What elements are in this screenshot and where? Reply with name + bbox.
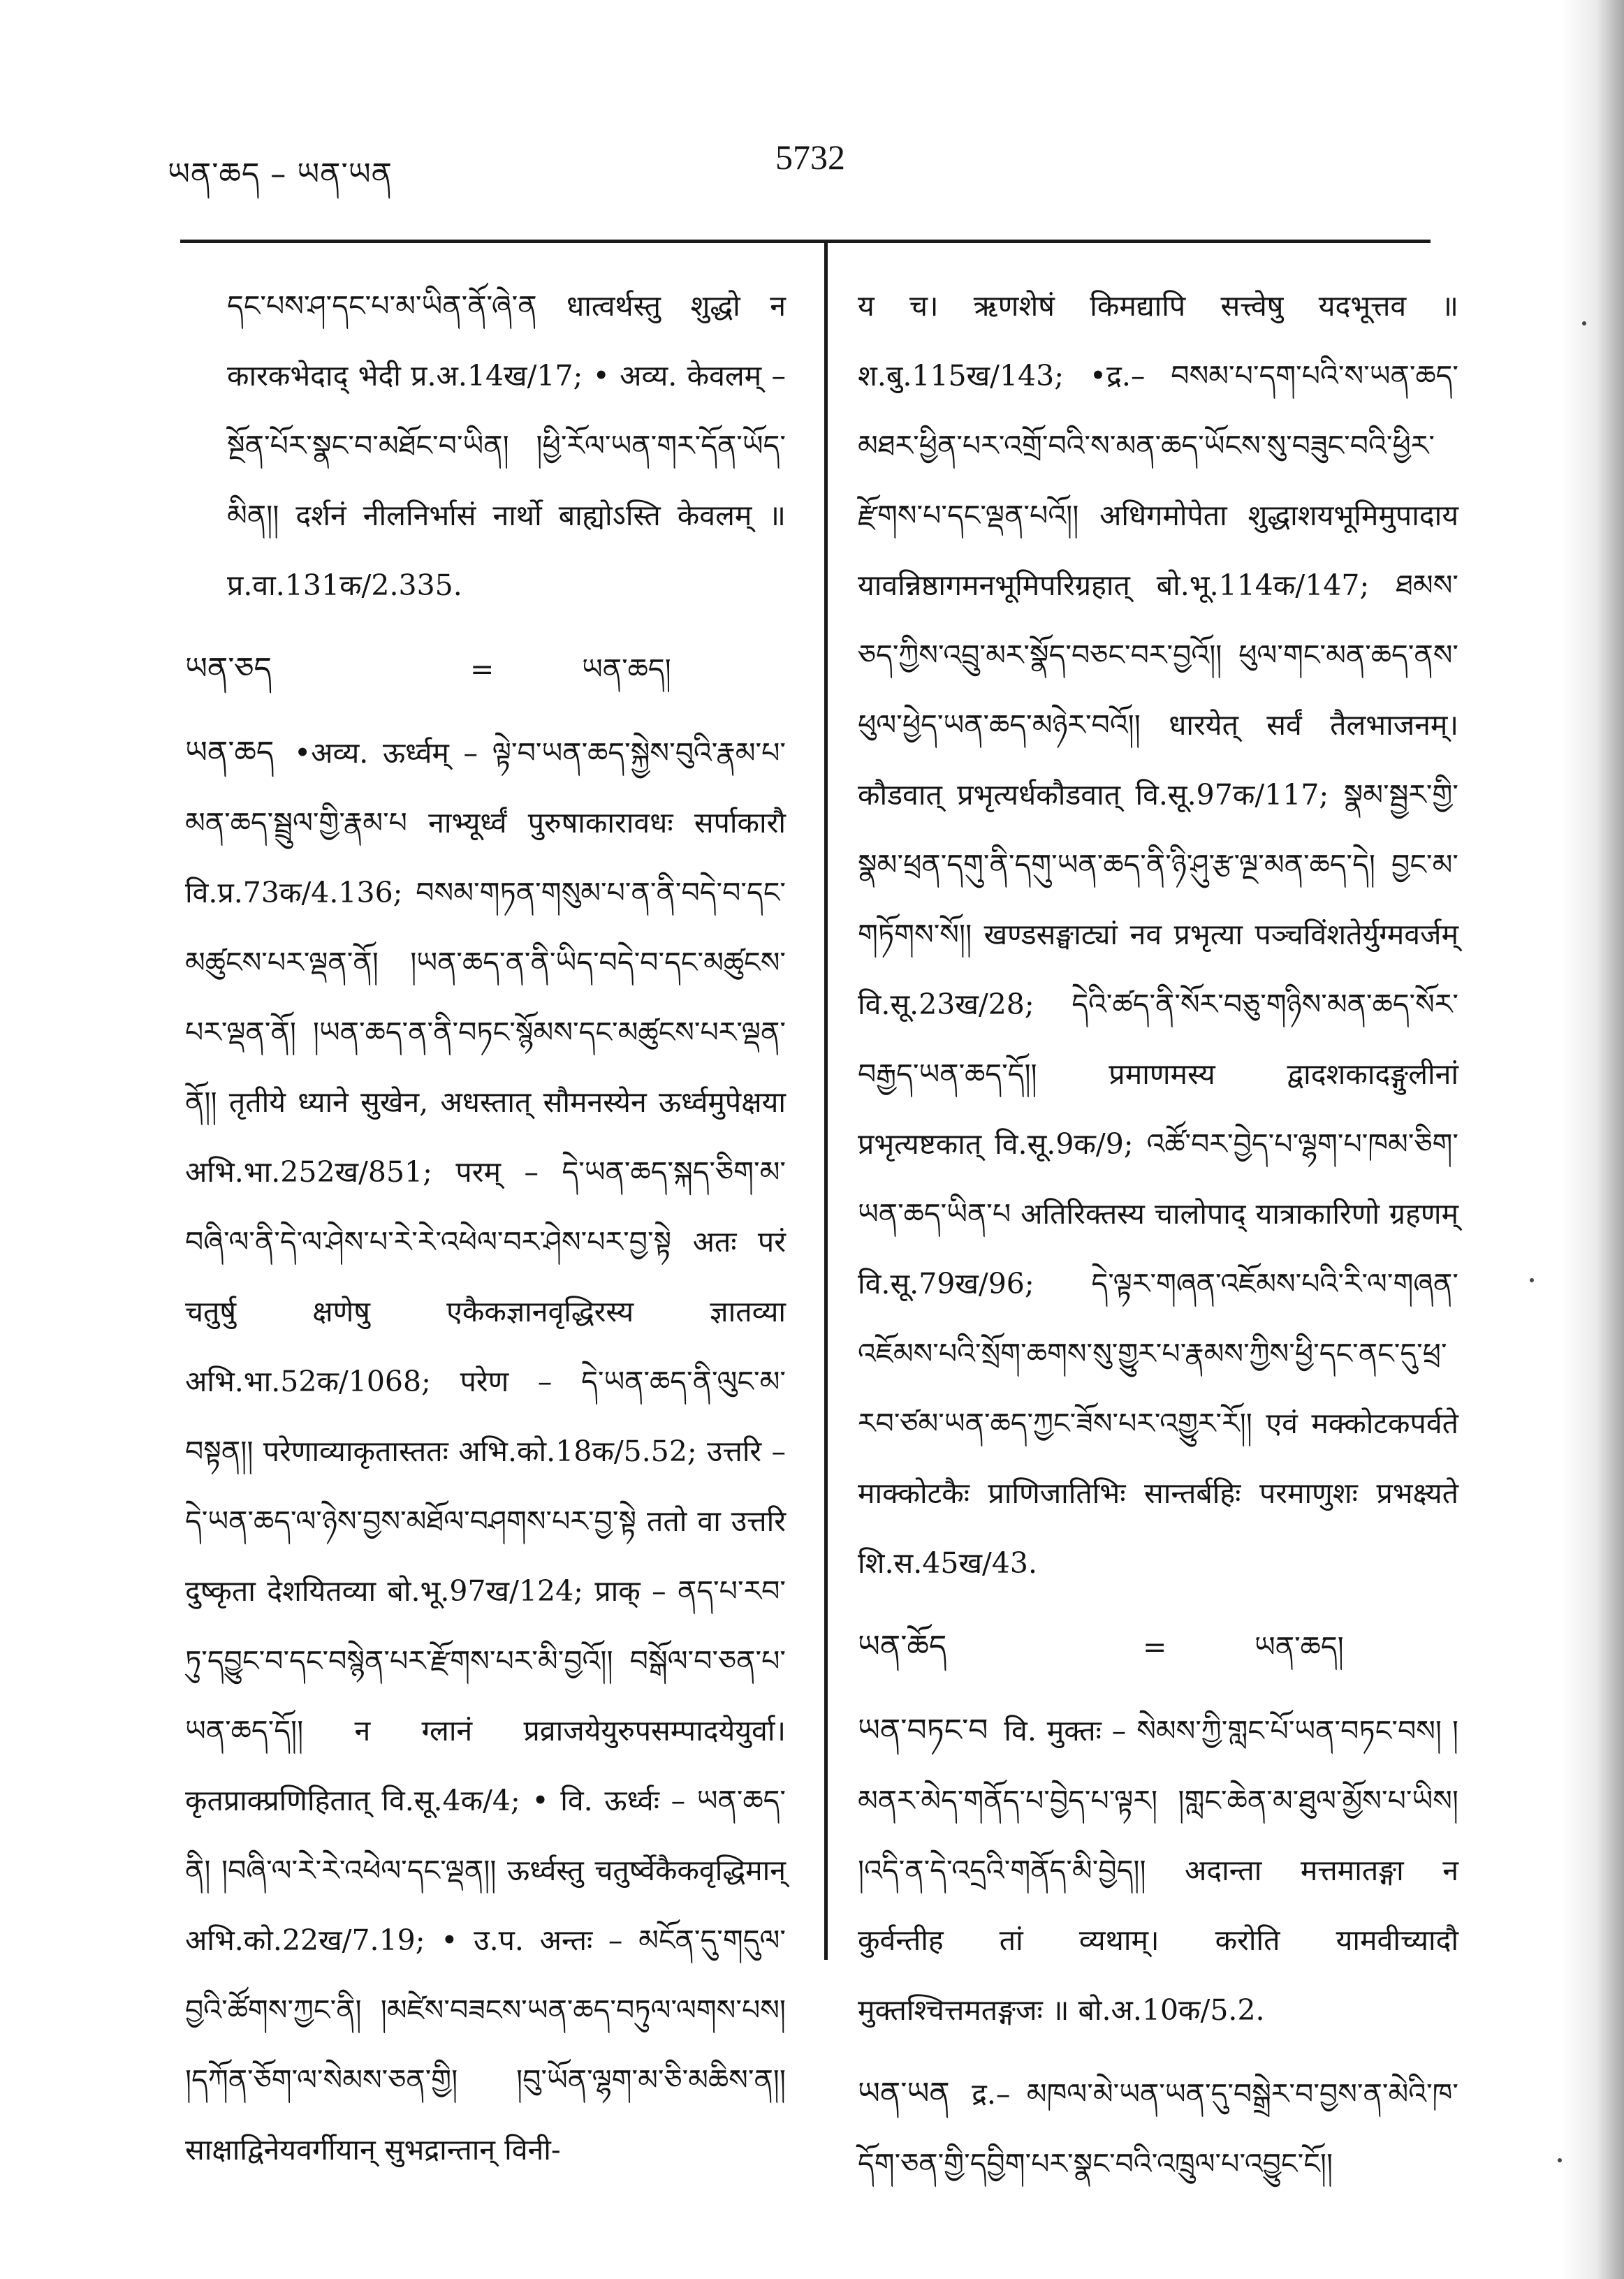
entry-continuation: [185, 271, 786, 620]
dictionary-entry: [858, 2059, 1458, 2199]
headword: ཡན་བཏང་བ: [858, 1713, 988, 1748]
right-column: [858, 271, 1458, 2199]
headword: ཡན་ཡན: [858, 2076, 950, 2111]
scan-edge-shadow: [1561, 0, 1624, 2279]
equals-sign: =: [470, 652, 495, 686]
entry-text: वि. मुक्तः – སེམས་ཀྱི་གླང་པོ་ཡན་བཏང་བས། །མནར་མེད་གནོད་པ་བྱེད་པ་ལྟར། །གླང་ཆེན་མ་ཐུལ་མྱོས་པ་ཡིས། །འདི་ན་དེ་འདྲའི་གནོད་མི་བྱེད།། अदान्ता मत्तमातङ्गा न कुर्वन्तीह तां व्यथाम्। करोति यामवीच्यादौ मुक्तश्चित्तमतङ्गजः ॥ बो.अ.10क/5.2.: [858, 1714, 1458, 2027]
scan-speck: [1582, 321, 1586, 325]
entry-text: དང་པས་ཤ་དང་པ་མ་ཡིན་ནོ་ཞེ་ན धात्वर्थस्तु शुद्धो न कारकभेदाद् भेदी प्र.अ.14ख/17; • अव्य. केवलम् – སྔོན་པོར་སྣང་བ་མཐོང་བ་ཡིན། །ཕྱི་རོལ་ཡན་གར་དོན་ཡོད་མིན།། दर्शनं नीलनिर्भासं नार्थो बाह्योऽस्ति केवलम् ॥ प्र.वा.131क/2.335.: [227, 289, 786, 602]
scan-speck: [1530, 1278, 1534, 1282]
entry-text: य च। ऋणशेषं किमद्यापि सत्त्वेषु यदभूत्तव ॥ श.बु.115ख/143; •द्र.– བསམ་པ་དག་པའི་ས་ཡན་ཆད་མཐར་ཕྱིན་པར་འགྲོ་བའི་ས་མན་ཆད་ཡོངས་སུ་བཟུང་བའི་ཕྱིར་རྫོགས་པ་དང་ལྡན་པའོ།། अधिगमोपेता शुद्धाशयभूमिमुपादाय यावन्निष्ठागमनभूमिपरिग्रहात् बो.भू.114क/147; ཐམས་ཅད་ཀྱིས་འབྲུ་མར་སྣོད་བཅང་བར་བྱའོ།། ཕུལ་གང་མན་ཆད་ནས་ཕུལ་ཕྱེད་ཡན་ཆད་མཉེར་བའོ།། धारयेत् सर्वं तैलभाजनम्। कौडवात् प्रभृत्यर्धकौडवात् वि.सू.97क/117; སྣམ་སྦྱར་གྱི་སྣམ་ཕྲན་དགུ་ནི་དགུ་ཡན་ཆད་ནི་ཉི་ཤུ་རྩ་ལྔ་མན་ཆད་དེ། བྱང་མ་གཏོགས་སོ།། खण्डसङ्घाट्यां नव प्रभृत्या पञ्चविंशतेर्युग्मवर्जम् वि.सू.23ख/28; དེའི་ཚད་ནི་སོར་བཅུ་གཉིས་མན་ཆད་སོར་བརྒྱད་ཡན་ཆད་དོ།། प्रमाणमस्य द्वादशकादङ्गुलीनां प्रभृत्यष्टकात् वि.सू.9क/9; འཚོ་བར་བྱེད་པ་ལྷག་པ་ཁམ་ཅིག་ཡན་ཆད་ཡིན་པ अतिरिक्तस्य चालोपाद् यात्राकारिणो ग्रहणम् वि.सू.79ख/96; དེ་ལྟར་གཞན་འཇོམས་པའི་རི་ལ་གཞན་འཇོམས་པའི་སྲོག་ཆགས་སུ་གྱུར་པ་རྣམས་ཀྱིས་ཕྱི་དང་ནང་དུ་ཕྲ་རབ་ཙམ་ཡན་ཆད་ཀྱང་ཟོས་པར་འགྱུར་རོ།། एवं मक्कोटकपर्वते माक्कोटकैः प्राणिजातिभिः सान्तर्बहिः परमाणुशः प्रभक्ष्यते शि.स.45ख/43.: [858, 289, 1458, 1580]
cross-reference-entry: [858, 1612, 1458, 1682]
headword: ཡན་ཅད: [185, 651, 272, 687]
dictionary-entry: [185, 718, 786, 2185]
headword: ཡན་ཆོད: [858, 1629, 947, 1664]
running-head: ཡན་ཆད – ཡན་ཡན: [168, 156, 393, 192]
dictionary-entry: [858, 1696, 1458, 2045]
header-rule: [180, 240, 1431, 243]
entry-continuation: [858, 271, 1458, 1598]
left-column: [185, 271, 786, 2185]
reference-target: ཡན་ཆད།: [582, 652, 671, 686]
reference-target: ཡན་ཆད།: [1254, 1630, 1344, 1664]
entry-text: द्र.– མཁལ་མེ་ཡན་ཡན་དུ་བསྒྲེར་བ་བྱས་ན་མེའི་ཁ་དོག་ཅན་གྱི་དབྱིག་པར་སྣང་བའི་འཁྲུལ་པ་འབྱུང་ངོ།།: [858, 2077, 1458, 2181]
page-number: 5732: [775, 138, 845, 177]
entry-text: •अव्य. ऊर्ध्वम् – ལྟེ་བ་ཡན་ཆད་སྐྱེས་བུའི་རྣམ་པ་མན་ཆད་སྦྲུལ་གྱི་རྣམ་པ नाभ्यूर्ध्वं पुरुषाकारावधः सर्पाकारौ वि.प्र.73क/4.136; བསམ་གཏན་གསུམ་པ་ན་ནི་བདེ་བ་དང་མཚུངས་པར་ལྡན་ནོ། །ཡན་ཆད་ན་ནི་ཡིད་བདེ་བ་དང་མཚུངས་པར་ལྡན་ནོ། །ཡན་ཆད་ན་ནི་བཏང་སྙོམས་དང་མཚུངས་པར་ལྡན་ནོ།། तृतीये ध्याने सुखेन, अधस्तात् सौमनस्येन ऊर्ध्वमुपेक्षया अभि.भा.252ख/851; परम् – དེ་ཡན་ཆད་སྐད་ཅིག་མ་བཞི་ལ་ནི་དེ་ལ་ཤེས་པ་རེ་རེ་འཕེལ་བར་ཤེས་པར་བྱ་སྟེ अतः परं चतुर्षु क्षणेषु एकैकज्ञानवृद्धिरस्य ज्ञातव्या अभि.भा.52क/1068; परेण – དེ་ཡན་ཆད་ནི་ལུང་མ་བསྟན།། परेणाव्याकृतास्ततः अभि.को.18क/5.52; उत्तरि – དེ་ཡན་ཆད་ལ་ཉེས་བྱས་མཐོལ་བཤགས་པར་བྱ་སྟེ ततो वा उत्तरि दुष्कृता देशयितव्या बो.भू.97ख/124; प्राक् – ནད་པ་རབ་ཏུ་དབྱུང་བ་དང་བསྙེན་པར་རྫོགས་པར་མི་བྱའོ།། བསྒོལ་བ་ཅན་པ་ཡན་ཆད་དོ།། न ग्लानं प्रव्राजयेयुरुपसम्पादयेयुर्वा। कृतप्राक्प्रणिहितात् वि.सू.4क/4; • वि. ऊर्ध्वः – ཡན་ཆད་ནི། །བཞི་ལ་རེ་རེ་འཕེལ་དང་ལྡན།། ऊर्ध्वस्तु चतुर्ष्वेकैकवृद्धिमान् अभि.को.22ख/7.19; • उ.प. अन्तः – མངོན་དུ་གདུལ་བྱའི་ཚོགས་ཀྱང་ནི། །མཛེས་བཟངས་ཡན་ཆད་བཏུལ་ལགས་པས། །དཀོན་ཅོག་ལ་སེམས་ཅན་གྱི། །བུ་ཡོན་ལྷག་མ་ཅི་མཆིས་ན།། साक्षाद्विनेयवर्गीयान् सुभद्रान्तान् विनी-: [185, 736, 786, 2167]
scan-speck: [1558, 2158, 1562, 2162]
headword: ཡན་ཆད: [185, 735, 275, 770]
equals-sign: =: [1143, 1630, 1167, 1664]
column-divider: [824, 242, 828, 1960]
cross-reference-entry: [185, 634, 786, 704]
